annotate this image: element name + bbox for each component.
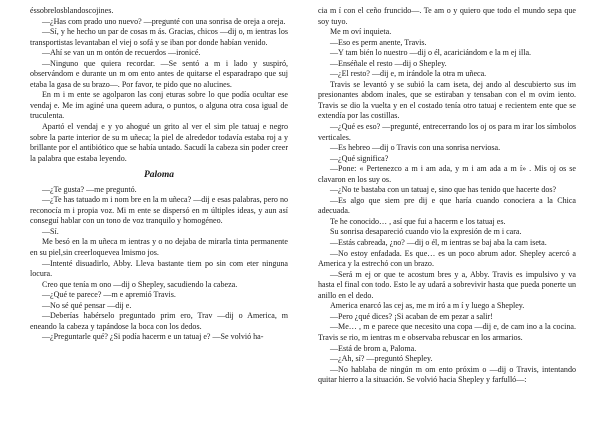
paragraph: —¿Ah, sí? —preguntó Shepley.	[330, 354, 433, 364]
paragraph: En m i m ente se agolparon las conj eturas sobre lo que podía ocultar ese vendaj e. Me im aginé una queem adura, o puntos, o alguna otra cosa igual de truculenta.	[30, 90, 288, 121]
paragraph: —¿El resto? —dij e, m irándole la otra m uñeca.	[330, 69, 487, 79]
paragraph: —No sé qué pensar —dij e.	[42, 300, 132, 310]
paragraph: —¿Te gusta? —me preguntó.	[42, 184, 137, 194]
paragraph: —Ahí se van un m ontón de recuerdos —ironicé.	[42, 48, 201, 58]
paragraph: —Y tam bién lo nuestro —dij o él, acariciándom e la m ej illa.	[330, 48, 532, 58]
paragraph: Me m oví inquieta.	[330, 27, 392, 37]
paragraph: —¿Te has tatuado m i nom bre en la m uñeca? —dij e esas palabras, pero no reconocía m i propia voz. Mi m ente se dispersó en m últiples ideas, y aun así conseguí hablar con un tono de voz tranquilo y homogéneo.	[30, 195, 288, 226]
paragraph: Apartó el vendaj e y yo ahogué un grito al ver el sim ple tatuaj e negro sobre la parte interior de su m uñeca; la piel de alrededor todavía estaba roj a y brillante por el antibiótico que se había untado. Sacudí la cabeza sin poder creer la palabra que estaba leyendo.	[30, 122, 288, 163]
paragraph: —Es algo que siem pre dij e que haría cuando conociera a la Chica adecuada.	[318, 195, 576, 216]
paragraph: Creo que tenía m ono —dij o Shepley, sacudiendo la cabeza.	[42, 279, 238, 289]
paragraph: —No hablaba de ningún m om ento próxim o —dij o Travis, intentando quitar hierro a la situación. Se volvió hacia Shepley y farfulló—:	[318, 364, 576, 385]
paragraph: —No estoy enfadada. Es que… es un poco abrum ador. Shepley acercó a America y la estrechó con un brazo.	[318, 248, 576, 269]
paragraph: Travis se levantó y se subió la cam iseta, dej ando al descubierto sus im presionantes abdom inales, que se estiraban y tensaban con el m ovim iento. Travis se dio la vuelta y en el costado tenía otro tatuaj e recientem ente que se extendía por las costillas.	[318, 79, 576, 121]
paragraph: —¿Qué te parece? —m e apremió Travis.	[42, 290, 176, 300]
paragraph: —¿Preguntarle qué? ¿Si podía hacerm e un tatuaj e? —Se volvió ha-	[42, 332, 264, 342]
paragraph: —Estás cabreada, ¿no? —dij o él, m ientras se baj aba la cam iseta.	[330, 238, 547, 248]
paragraph: —Es hebreo —dij o Travis con una sonrisa nerviosa.	[330, 143, 501, 153]
left-paragraphs-before-heading	[30, 6, 288, 164]
right-page-column	[318, 6, 576, 386]
paragraph: —Está de brom a, Paloma.	[330, 343, 417, 353]
left-page-column	[30, 6, 288, 343]
tattoo-word-heading: Paloma	[143, 170, 175, 181]
paragraph: —Intenté disuadirlo, Abby. Lleva bastante tiem po sin com eter ninguna locura.	[30, 258, 288, 279]
paragraph: —¿No te bastaba con un tatuaj e, sino que has tenido que hacerte dos?	[330, 185, 557, 195]
paragraph: —¿Has com prado uno nuevo? —pregunté con una sonrisa de oreja a oreja.	[42, 16, 286, 26]
paragraph: —¿Qué es eso? —pregunté, entrecerrando los oj os para m irar los símbolos verticales.	[318, 122, 576, 142]
paragraph: —Pero ¿qué dices? ¡Si acaban de em pezar a salir!	[330, 311, 493, 321]
paragraph: —Pone: « Pertenezco a m i am ada, y m i am ada a m í» . Mis oj os se clavaron en los suy os.	[318, 164, 576, 184]
right-paragraphs	[318, 6, 576, 386]
paragraph: —Me… , m e parece que necesito una copa —dij e, de cam ino a la cocina. Travis se rio, m ientras m e observaba rebuscar en los armarios.	[318, 322, 576, 342]
paragraph: Su sonrisa desapareció cuando vio la expresión de m i cara.	[330, 227, 522, 237]
paragraph: Me besó en la m uñeca m ientras y o no dejaba de mirarla tinta permanente en su piel,sin creerloquevea lmismo jos.	[30, 237, 288, 258]
paragraph: —Sí, y he hecho un par de cosas m ás. Gracias, chicos —dij o, m ientras los transportistas levantaban el viej o sofá y se iban por donde habían venido.	[30, 27, 288, 47]
paragraph: —Ninguno que quiera recordar. —Se sentó a m i lado y suspiró, observándom e durante un m om ento antes de quitarse el esparadrapo que suj etaba la gasa de su brazo—. Por favor, te pido que no alucines.	[30, 58, 288, 89]
paragraph: —Enséñale el resto —dij o Shepley.	[330, 58, 447, 68]
left-paragraphs-after-heading	[30, 185, 288, 343]
paragraph: —Deberías habérselo preguntado prim ero, Trav —dij o America, m eneando la cabeza y tapándose la boca con los dedos.	[30, 311, 288, 331]
paragraph: America enarcó las cej as, me m iró a m í y luego a Shepley.	[330, 301, 525, 311]
paragraph: éssobrelosblandoscojines.	[30, 6, 114, 15]
paragraph: —Será m ej or que te acostum bres y a, Abby. Travis es impulsivo y va hasta el final con todo. Esto le ay udará a sobrevivir hasta que pueda ponerte un anillo en el dedo.	[318, 269, 576, 300]
paragraph: Te he conocido… , así que fui a hacerm e los tatuaj es.	[330, 216, 506, 226]
paragraph: —¿Qué significa?	[330, 153, 389, 163]
paragraph: —Sí.	[42, 226, 59, 236]
paragraph: cia m í con el ceño fruncido—. Te am o y quiero que todo el mundo sepa que soy tuyo.	[318, 6, 576, 26]
paragraph: —Eso es perm anente, Travis.	[330, 37, 427, 47]
